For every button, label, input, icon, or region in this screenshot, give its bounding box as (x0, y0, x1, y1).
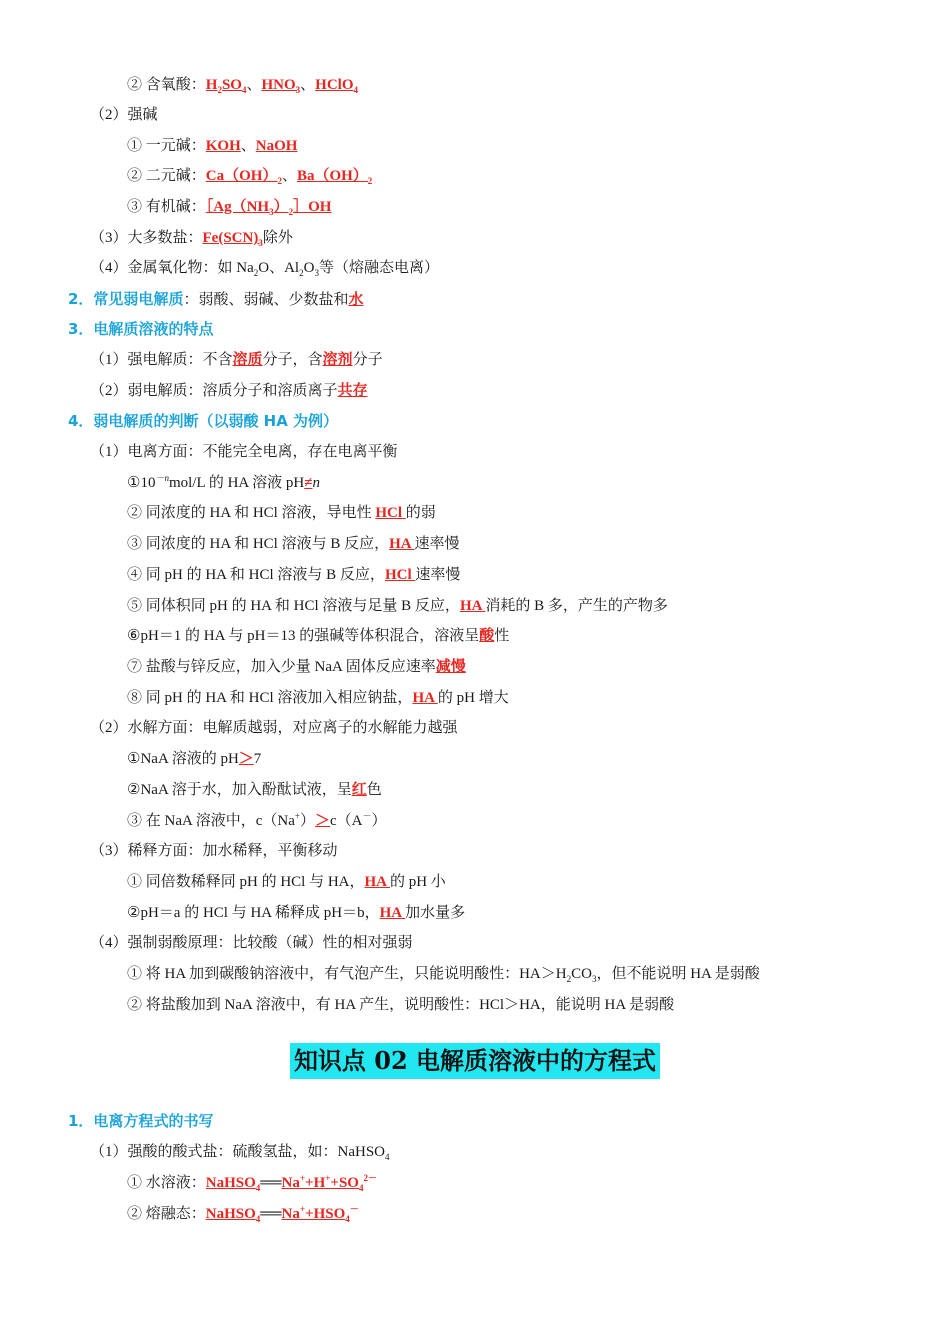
answer: HA (389, 536, 415, 552)
answer: ＞ (315, 813, 331, 829)
answer: 减慢 (435, 659, 466, 675)
answer: HA (459, 598, 486, 614)
answer-caoh2: $Ca(OH)_2$ (205, 168, 282, 186)
acid-salt-line: （1）强酸的酸式盐：硫酸氢盐，如：NaHSO$_4$ (90, 1144, 390, 1162)
answer-reactant: NaHSO$_4$ (205, 1206, 261, 1224)
section-heading: 1．电离方程式的书写 (68, 1112, 214, 1130)
hydrolysis-heading: （2）水解方面：电解质越弱，对应离子的水解能力越强 (90, 720, 458, 736)
monobase-line: ① 一元碱：KOH、NaOH (127, 138, 298, 154)
dilution-item-1: ① 同倍数稀释同 pH 的 HCl 与 HA，HA 的 pH 小 (127, 874, 446, 890)
ionization-heading: （1）电离方面：不能完全电离，存在电离平衡 (90, 444, 398, 460)
answer-coexist: 共存 (337, 383, 368, 399)
item-1: $①10^{-n}mol/L$ 的 HA 溶液 pH≠n (127, 473, 320, 491)
hydrolysis-item-3: ③ 在 NaA 溶液中，c（Na+）＞c（A－） (127, 811, 387, 829)
organic-base-line: ③ 有机碱：$[Ag(NH_3)_2]OH$ (127, 199, 332, 217)
section-heading: 2．常见弱电解质 (68, 290, 184, 308)
item-5: ⑤ 同体积同 pH 的 HA 和 HCl 溶液与足量 B 反应，HA 消耗的 B 多，产生的产物多 (127, 598, 668, 614)
molten-equation-line: ② 熔融态：$NaHSO_4══Na^++HSO_4^-$ (127, 1204, 359, 1224)
answer-tollens: $[Ag(NH_3)_2]OH$ (205, 199, 332, 217)
item-6: ⑥pH＝1 的 HA 与 pH＝13 的强碱等体积混合，溶液呈酸性 (127, 628, 510, 644)
item-3: ③ 同浓度的 HA 和 HCl 溶液与 B 反应，HA 速率慢 (127, 536, 460, 552)
metal-oxide-line: （4）金属氧化物：如 $Na_2O$、$Al_2O_3$等（熔融态电离） (90, 260, 439, 278)
answer-hno3: $HNO_3$ (261, 77, 301, 95)
item-4: ④ 同 pH 的 HA 和 HCl 溶液与 B 反应，HCl 速率慢 (127, 567, 461, 583)
item-7: ⑦ 盐酸与锌反应，加入少量 NaA 固体反应速率减慢 (127, 659, 466, 675)
answer-products: $Na^++H^++SO_4$ (281, 1173, 364, 1193)
answer-fescn3: $Fe(SCN)_3$ (202, 230, 263, 248)
weak-electrolyte-line: 2．常见弱电解质：弱酸、弱碱、少数盐和水 (68, 290, 364, 308)
strong-base-heading: （2）强碱 (90, 107, 158, 123)
answer: HCl (384, 567, 416, 583)
oxyacid-line: ② 含氧酸：$H_2SO_4$、$HNO_3$、HClO$_4$ (127, 77, 358, 95)
hydrolysis-item-1: ①NaA 溶液的 pH＞7 (127, 751, 262, 767)
answer: HA (412, 690, 438, 706)
displacement-item-2: ② 将盐酸加到 NaA 溶液中，有 HA 产生，说明酸性：HCl＞HA，能说明 HA 是弱酸 (127, 997, 675, 1013)
answer-koh: KOH (205, 138, 241, 154)
dilution-item-2: ②pH＝a 的 HCl 与 HA 稀释成 pH＝b，HA 加水量多 (127, 905, 466, 921)
answer: 红 (351, 782, 367, 798)
dibase-line: ② 二元碱：$Ca(OH)_2$、$Ba(OH)_2$ (127, 168, 373, 186)
knowledge-point-title: 知识点 02 电解质溶液中的方程式 (290, 1043, 660, 1079)
weak-electrolyte-solution-line: （2）弱电解质：溶质分子和溶质离子共存 (90, 383, 368, 399)
section-heading: 4．弱电解质的判断（以弱酸 HA 为例） (68, 412, 339, 430)
answer: 酸 (479, 628, 495, 644)
answer-not-equal: ≠ (304, 475, 313, 491)
salt-line: （3）大多数盐：$Fe(SCN)_3$除外 (90, 230, 293, 248)
item-2: ② 同浓度的 HA 和 HCl 溶液，导电性 HCl 的弱 (127, 505, 436, 521)
answer-water: 水 (348, 292, 364, 308)
strong-displaces-weak-heading: （4）强制弱酸原理：比较酸（碱）性的相对强弱 (90, 935, 413, 951)
section-heading: 3．电解质溶液的特点 (68, 320, 214, 338)
answer-products: $Na^++HSO_4$ (281, 1204, 350, 1224)
displacement-item-1: ① 将 HA 加到碳酸钠溶液中，有气泡产生，只能说明酸性：$HA>H_2CO_3$，但不能说明 HA 是弱酸 (127, 966, 760, 984)
answer-h2so4: $H_2SO_4$ (205, 77, 247, 95)
answer: ＞ (238, 751, 254, 767)
answer-solute: 溶质 (232, 352, 263, 368)
aqueous-equation-line: ① 水溶液：$NaHSO_4══Na^++H^++SO_4^{2-}$ (127, 1173, 377, 1193)
hydrolysis-item-2: ②NaA 溶于水，加入酚酞试液，呈红色 (127, 782, 382, 798)
answer: HA (379, 905, 406, 921)
answer-reactant: NaHSO$_4$ (205, 1175, 261, 1193)
item-8: ⑧ 同 pH 的 HA 和 HCl 溶液加入相应钠盐，HA 的 pH 增大 (127, 690, 509, 706)
strong-electrolyte-solution-line: （1）强电解质：不含溶质分子，含溶剂分子 (90, 352, 383, 368)
answer: HA (364, 874, 390, 890)
dilution-heading: （3）稀释方面：加水稀释，平衡移动 (90, 843, 338, 859)
answer: HCl (375, 505, 406, 521)
answer-hclo4: HClO$_4$ (315, 77, 358, 95)
answer-solvent: 溶剂 (322, 352, 353, 368)
answer-baoh2: $Ba(OH)_2$ (296, 168, 373, 186)
answer-naoh: NaOH (255, 138, 298, 154)
title-container (0, 1043, 950, 1079)
